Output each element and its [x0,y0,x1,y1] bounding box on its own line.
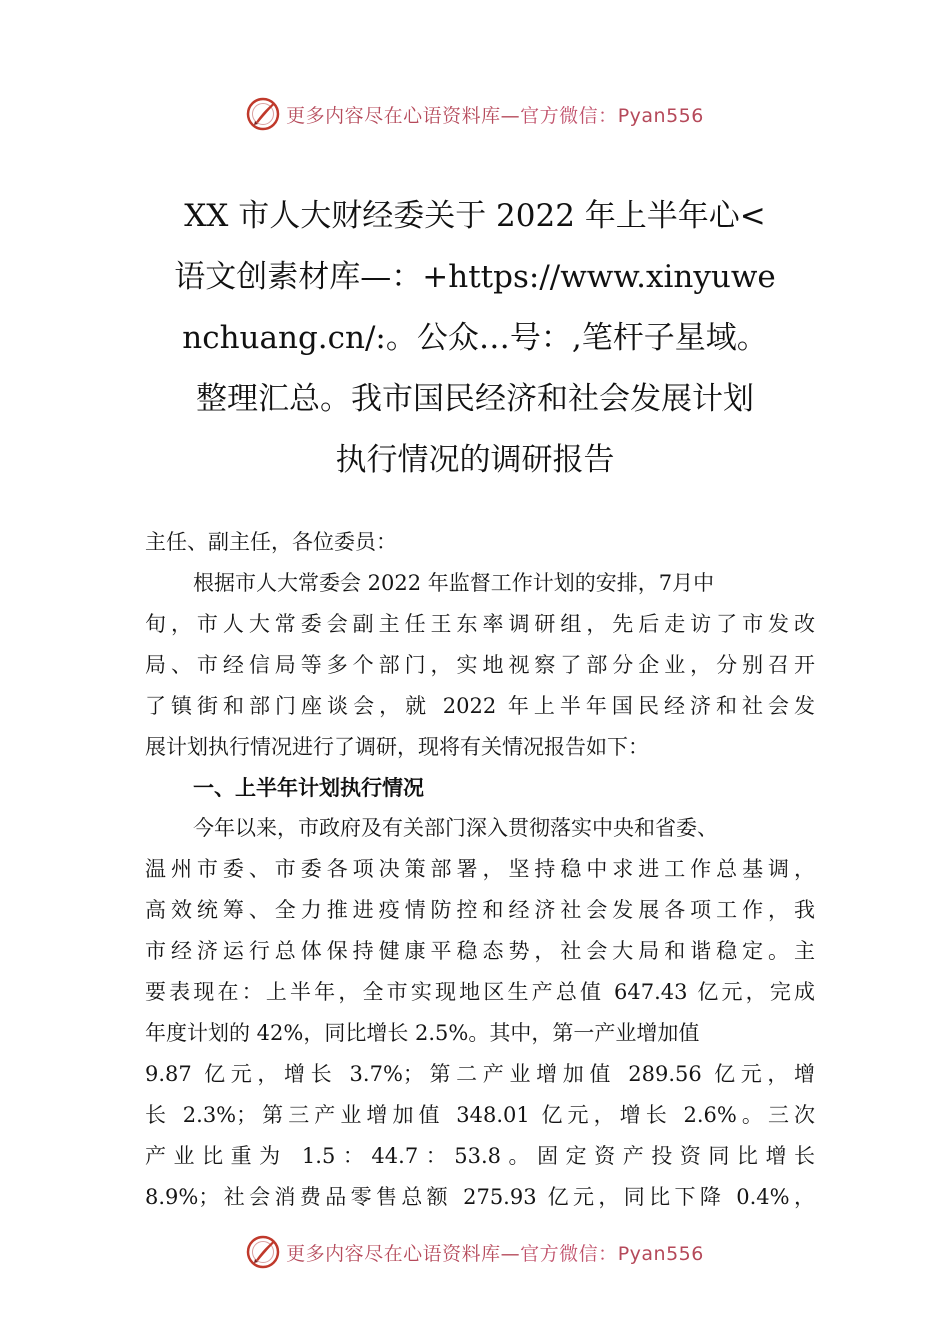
header-promo: 更多内容尽在心语资料库 [286,104,501,127]
header-dash: — [500,104,521,127]
paragraph-line: 9.87 亿元，增长 3.7%；第二产业增加值 289.56 亿元，增 [145,1062,815,1086]
paragraph-line: 了镇街和部门座谈会，就 2022 年上半年国民经济和社会发 [145,694,815,718]
document-body [145,522,815,1218]
document-title [140,186,810,491]
paragraph-line: 市经济运行总体保持健康平稳态势，社会大局和谐稳定。主 [145,939,815,963]
title-line: 整理汇总。我市国民经济和社会发展计划 [196,381,754,417]
paragraph-line: 产业比重为 1.5：44.7：53.8。固定资产投资同比增长 [145,1144,815,1168]
header-wechat-label: 官方微信： [520,104,618,127]
section-heading: 一、上半年计划执行情况 [193,776,424,800]
paragraph-line: 年度计划的 42%，同比增长 2.5%。其中，第一产业增加值 [145,1021,700,1045]
paragraph-line: 要表现在：上半年，全市实现地区生产总值 647.43 亿元，完成 [145,980,815,1004]
title-line: nchuang.cn/:。公众…号：,笔杆子星域。 [182,320,768,356]
paragraph-line: 长 2.3%；第三产业增加值 348.01 亿元，增长 2.6%。三次 [145,1103,815,1127]
paragraph-line: 温州市委、市委各项决策部署，坚持稳中求进工作总基调， [145,857,815,881]
paragraph-line: 8.9%；社会消费品零售总额 275.93 亿元，同比下降 0.4%， [145,1185,815,1209]
brush-logo-icon [246,97,280,131]
paragraph-line: 旬，市人大常委会副主任王东率调研组，先后走访了市发改 [145,612,815,636]
brush-logo-icon [246,1235,280,1269]
footer-banner [0,1232,950,1272]
title-line: 执行情况的调研报告 [335,442,615,478]
footer-wechat-label: 官方微信： [520,1242,618,1265]
paragraph-line: 高效统筹、全力推进疫情防控和经济社会发展各项工作，我 [145,898,815,922]
header-banner-text [286,101,704,128]
paragraph-line: 局、市经信局等多个部门，实地视察了部分企业，分别召开 [145,653,815,677]
title-line: XX 市人大财经委关于 2022 年上半年心< [184,198,766,234]
salutation: 主任、副主任，各位委员： [145,530,397,554]
paragraph-line: 今年以来，市政府及有关部门深入贯彻落实中央和省委、 [193,816,718,840]
header-banner [0,94,950,134]
paragraph-line: 展计划执行情况进行了调研，现将有关情况报告如下： [145,735,649,759]
footer-dash: — [500,1242,521,1265]
title-line: 语文创素材库—：+https://www.xinyuwe [174,259,776,295]
footer-wechat-id: Pyan556 [617,1242,704,1265]
footer-banner-text [286,1239,704,1266]
header-wechat-id: Pyan556 [617,104,704,127]
footer-promo: 更多内容尽在心语资料库 [286,1242,501,1265]
paragraph-line: 根据市人大常委会 2022 年监督工作计划的安排，7月中 [193,571,715,595]
